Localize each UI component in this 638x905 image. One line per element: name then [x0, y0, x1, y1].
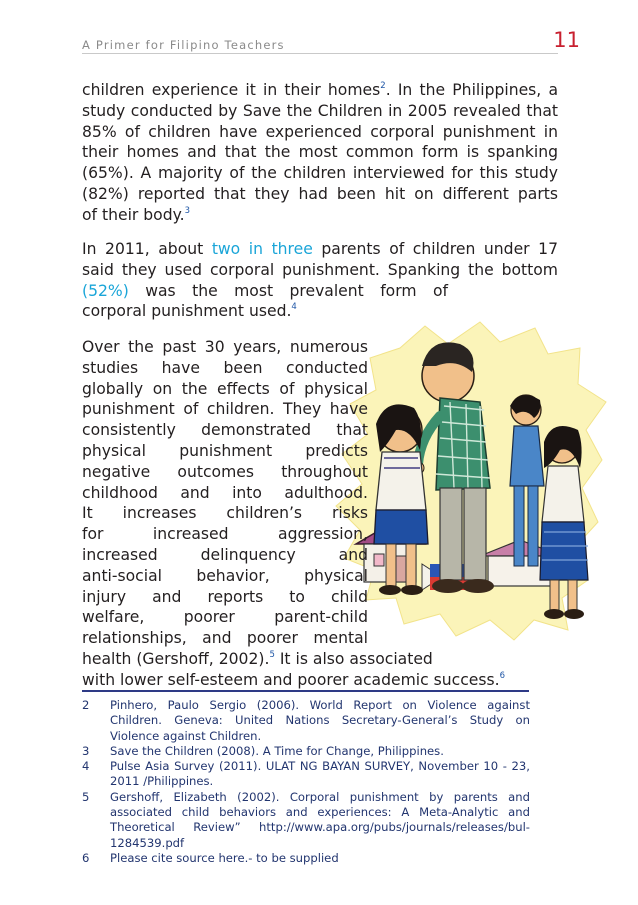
running-title: A Primer for Filipino Teachers — [82, 38, 285, 52]
footnote-list — [82, 698, 530, 866]
paragraph-line: health (Gershoff, 2002).$^5$ It is also associated — [82, 649, 433, 668]
paragraph-line: consistently demonstrated that — [82, 421, 368, 440]
footnote-item — [82, 851, 530, 866]
paragraph-line: their homes and that the most common form is spanking — [82, 143, 558, 162]
paragraph-line: anti-social behavior, physical — [82, 566, 368, 585]
paragraph-line: corporal punishment used.$^4$ — [82, 302, 297, 321]
paragraph-line: (82%) reported that they had been hit on different parts — [82, 184, 558, 203]
paragraph-line: physical punishment predicts — [82, 441, 368, 460]
paragraph-line: (65%). A majority of the children interviewed for this study — [82, 164, 558, 183]
paragraph-line: In 2011, about two in three parents of children under 17 — [82, 240, 558, 258]
paragraph-line: for increased aggression, — [82, 525, 368, 544]
footnote-item — [82, 759, 530, 790]
footnote-number: 3 — [82, 743, 90, 758]
paragraph-research-effects — [82, 337, 558, 691]
footnote-ref: 2 — [380, 81, 386, 91]
footnote-number: 4 — [82, 759, 90, 774]
paragraph-line: studies have been conducted — [82, 358, 368, 377]
paragraph-line: It increases children’s risks — [82, 504, 368, 523]
footnote-text: Save the Children (2008). A Time for Change, Philippines. — [110, 743, 444, 758]
footnote-number: 5 — [82, 789, 90, 804]
footnote-ref: 6 — [499, 670, 506, 681]
paragraph-line: injury and reports to child — [82, 587, 368, 606]
paragraph-line: negative outcomes throughout — [82, 462, 368, 481]
highlight-percent: (52%) — [82, 281, 129, 300]
paragraph-line: said they used corporal punishment. Spanking the bottom — [82, 260, 558, 279]
paragraph-home-punishment — [82, 80, 558, 226]
paragraph-line: relationships, and poorer mental — [82, 629, 368, 648]
paragraph-line: children experience it in their homes$^2$. In the Philippines, a — [82, 81, 558, 99]
footnote-number: 2 — [82, 698, 90, 712]
page-header — [82, 30, 582, 54]
paragraph-line: globally on the effects of physical — [82, 379, 368, 398]
footnote-text: Pinhero, Paulo Sergio (2006). World Report on Violence against Children. Geneva: United Nations Secretary-General’s Study on Violence against Children. — [110, 698, 530, 743]
footnote-number: 6 — [82, 850, 90, 865]
paragraph-line: punishment of children. They have — [82, 400, 368, 419]
footnote-ref: 4 — [291, 302, 297, 313]
footnote-item — [82, 698, 530, 744]
footnote-item — [82, 790, 530, 851]
paragraph-line: study conducted by Save the Children in 2005 revealed that — [82, 101, 558, 120]
paragraph-line: Over the past 30 years, numerous — [82, 338, 368, 356]
paragraph-line: 85% of children have experienced corporal punishment in — [82, 122, 558, 141]
paragraph-line: childhood and into adulthood. — [82, 483, 368, 502]
paragraph-line: (52%) was the most prevalent form of — [82, 281, 448, 300]
page-number: 11 — [553, 28, 580, 52]
header-rule — [82, 53, 558, 54]
wrapped-lines — [82, 337, 558, 649]
paragraph-line: increased delinquency and — [82, 545, 368, 564]
footnote-ref: 3 — [184, 205, 190, 216]
paragraph-line: of their body.$^3$ — [82, 205, 190, 224]
footnote-text: Gershoff, Elizabeth (2002). Corporal punishment by parents and associated child behaviors and experiences: A Meta-Analytic and Theoretical Review” http://www.apa.org/pubs/journals/releases/bul-1284539.pdf — [110, 789, 530, 850]
footnote-rule — [82, 690, 529, 692]
footnote-ref: 5 — [269, 649, 275, 660]
footnote-item — [82, 744, 530, 759]
paragraph-parents-survey — [82, 239, 558, 322]
footnote-text: Pulse Asia Survey (2011). ULAT NG BAYAN SURVEY, November 10 - 23, 2011 /Philippines. — [110, 759, 530, 789]
paragraph-line: with lower self-esteem and poorer academic success.$^6$ — [82, 670, 506, 689]
paragraph-line: welfare, poorer parent-child — [82, 608, 368, 627]
highlight-two-in-three: two in three — [211, 240, 313, 258]
footnotes-section — [82, 690, 530, 866]
footnote-text: Please cite source here.- to be supplied — [110, 850, 339, 865]
